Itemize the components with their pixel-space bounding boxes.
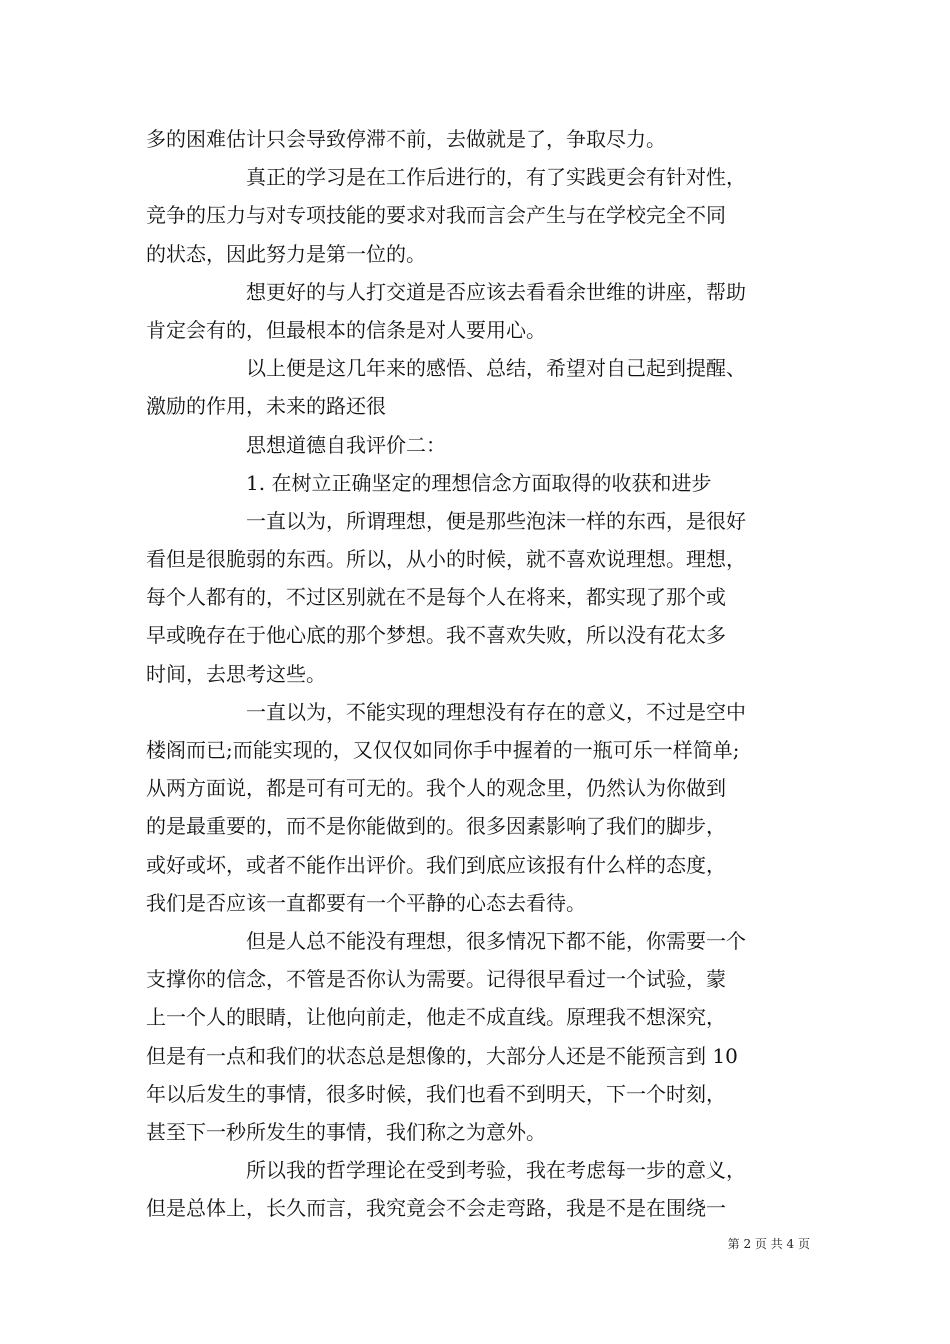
- text-line: 的是最重要的，而不是你能做到的。很多因素影响了我们的脚步，: [146, 814, 726, 839]
- text-line: 但是有一点和我们的状态总是想像的，大部分人还是不能预言到 10: [146, 1043, 738, 1068]
- subsection-heading: 1. 在树立正确坚定的理想信念方面取得的收获和进步: [246, 470, 712, 495]
- text-line: 想更好的与人打交道是否应该去看看余世维的讲座，帮助: [246, 279, 746, 304]
- document-body: [146, 120, 806, 1227]
- text-line: 时间，去思考这些。: [146, 661, 326, 686]
- text-line: 上一个人的眼睛，让他向前走，他走不成直线。原理我不想深究，: [146, 1005, 726, 1030]
- text-line: 但是总体上，长久而言，我究竟会不会走弯路，我是不是在围绕一: [146, 1196, 726, 1221]
- section-heading: 思想道德自我评价二：: [246, 432, 446, 457]
- text-line: 以上便是这几年来的感悟、总结，希望对自己起到提醒、: [246, 356, 746, 381]
- page-number: 第 2 页 共 4 页: [727, 1237, 810, 1251]
- text-line: 但是人总不能没有理想，很多情况下都不能，你需要一个: [246, 928, 746, 953]
- text-line: 所以我的哲学理论在受到考验，我在考虑每一步的意义，: [246, 1158, 746, 1183]
- text-line: 竞争的压力与对专项技能的要求对我而言会产生与在学校完全不同: [146, 203, 726, 228]
- text-line: 我们是否应该一直都要有一个平静的心态去看待。: [146, 890, 586, 915]
- text-line: 每个人都有的，不过区别就在不是每个人在将来，都实现了那个或: [146, 585, 726, 610]
- text-line: 看但是很脆弱的东西。所以，从小的时候，就不喜欢说理想。理想，: [146, 547, 746, 572]
- text-line: 或好或坏，或者不能作出评价。我们到底应该报有什么样的态度，: [146, 852, 726, 877]
- text-line: 多的困难估计只会导致停滞不前，去做就是了，争取尽力。: [146, 127, 666, 151]
- text-line: 一直以为，不能实现的理想没有存在的意义，不过是空中: [246, 699, 746, 724]
- text-line: 楼阁而已;而能实现的，又仅仅如同你手中握着的一瓶可乐一样简单;: [146, 738, 740, 762]
- text-line: 从两方面说，都是可有可无的。我个人的观念里，仍然认为你做到: [146, 776, 726, 801]
- text-line: 支撑你的信念，不管是否你认为需要。记得很早看过一个试验，蒙: [146, 967, 726, 992]
- text-line: 年以后发生的事情，很多时候，我们也看不到明天，下一个时刻，: [146, 1081, 726, 1106]
- text-line: 一直以为，所谓理想，便是那些泡沫一样的东西，是很好: [246, 508, 746, 533]
- text-line: 早或晚存在于他心底的那个梦想。我不喜欢失败，所以没有花太多: [146, 623, 726, 648]
- text-line: 的状态，因此努力是第一位的。: [146, 241, 426, 266]
- text-line: 甚至下一秒所发生的事情，我们称之为意外。: [146, 1119, 546, 1144]
- text-line: 真正的学习是在工作后进行的，有了实践更会有针对性，: [246, 165, 746, 190]
- text-line: 激励的作用，未来的路还很: [146, 394, 386, 419]
- text-line: 肯定会有的，但最根本的信条是对人要用心。: [146, 317, 546, 342]
